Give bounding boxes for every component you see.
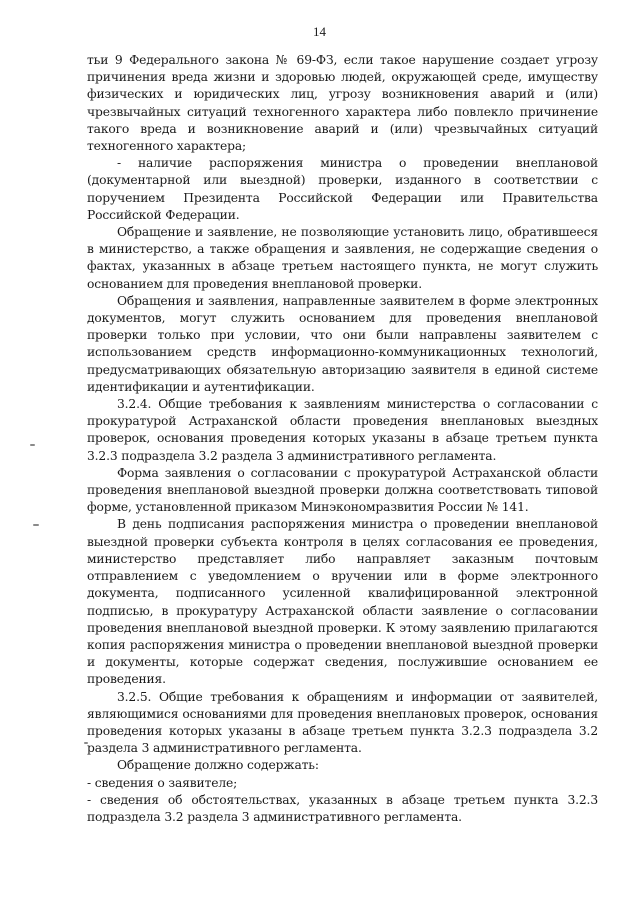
margin-mark	[30, 444, 35, 446]
list-item: - сведения об обстоятельствах, указанных в абзаце третьем пункта 3.2.3 подраздела 3.2 раздела 3 административного регламента.	[87, 792, 598, 824]
paragraph-section-3-2-5: 3.2.5. Общие требования к обращениям и информации от заявителей, являющимися основаниями для проведения внеплановых проверок, основания проведения которых указаны в абзаце третьем пункта 3.2.3 подраздела 3.2 раздела 3 административного регламента.	[87, 689, 598, 756]
page-number: 14	[313, 24, 326, 39]
paragraph: Форма заявления о согласовании с прокуратурой Астраханской области проведения внеплановой выездной проверки должна соответствовать типовой форме, установленной приказом Минэкономразвития России № 141.	[87, 465, 598, 515]
document-body	[87, 52, 598, 826]
list-item: - сведения о заявителе;	[87, 775, 238, 790]
paragraph: тьи 9 Федерального закона № 69-ФЗ, если такое нарушение создает угрозу причинения вреда жизни и здоровью людей, окружающей среде, имуществу физических и юридических лиц, угрозу возникновения аварий и (или) чрезвычайных ситуаций техногенного характера либо повлекло причинение такого вреда и возникновение аварий и (или) чрезвычайных ситуаций техногенного характера;	[87, 53, 598, 154]
paragraph: Обращение и заявление, не позволяющие установить лицо, обратившееся в министерство, а также обращения и заявления, не содержащие сведения о фактах, указанных в абзаце третьем настоящего пункта, не могут служить основанием для проведения внеплановой проверки.	[87, 225, 598, 291]
paragraph: Обращения и заявления, направленные заявителем в форме электронных документов, могут служить основанием для проведения внеплановой проверки только при условии, что они были направлены заявителем с использованием средств информационно-коммуникационных технологий, предусматривающих обязательную авторизацию заявителя в единой системе идентификации и аутентификации.	[87, 293, 598, 394]
paragraph: - наличие распоряжения министра о проведении внеплановой (документарной или выездной) проверки, изданного в соответствии с поручением Президента Российской Федерации или Правительства Российской Федерации.	[87, 156, 598, 222]
paragraph: Обращение должно содержать:	[117, 758, 319, 773]
paragraph-section-3-2-4: 3.2.4. Общие требования к заявлениям министерства о согласовании с прокуратурой Астраханской области проведения внеплановых выездных проверок, основания проведения которых указаны в абзаце третьем пункта 3.2.3 подраздела 3.2 раздела 3 административного регламента.	[87, 397, 598, 463]
margin-mark	[33, 524, 39, 526]
paragraph: В день подписания распоряжения министра о проведении внеплановой выездной проверки субъекта контроля в целях согласования ее проведения, министерство представляет либо направляет заказным почтовым отправлением с уведомлением о вручении или в форме электронного документа, подписанного усиленной квалифицированной электронной подписью, в прокуратуру Астраханской области заявление о согласовании проведения внеплановой выездной проверки. К этому заявлению прилагаются копия распоряжения министра о проведении внеплановой выездной проверки и документы, которые содержат сведения, послужившие основанием ее проведения.	[87, 517, 598, 687]
